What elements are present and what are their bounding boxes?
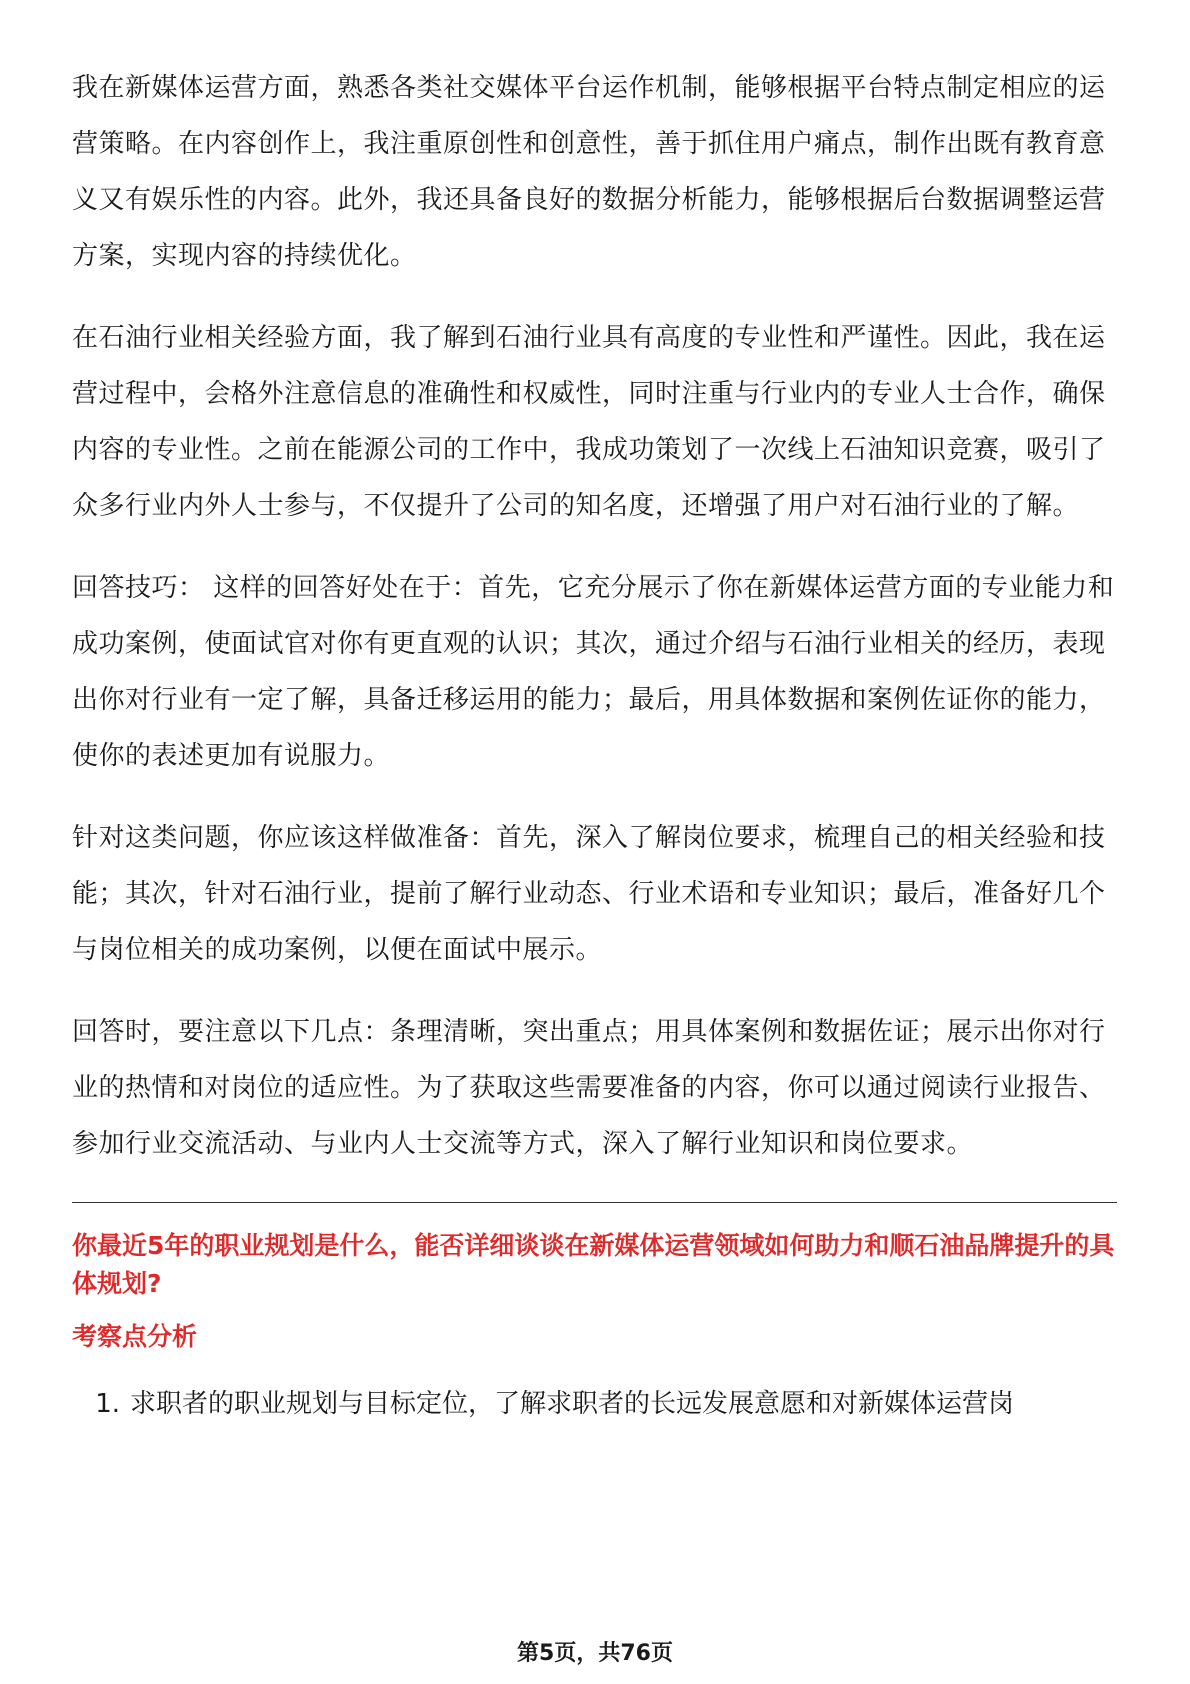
page-content bbox=[72, 60, 1117, 1429]
answer-tips-paragraph: 回答技巧： 这样的回答好处在于：首先，它充分展示了你在新媒体运营方面的专业能力和成功案例，使面试官对你有更直观的认识；其次，通过介绍与石油行业相关的经历，表现出你对行业有一定了解，具备迁移运用的能力；最后，用具体数据和案例佐证你的能力，使你的表述更加有说服力。 bbox=[72, 573, 1115, 771]
section-divider bbox=[72, 1202, 1117, 1203]
list-item-number: 1. bbox=[95, 1389, 120, 1419]
list-item bbox=[72, 1379, 1117, 1429]
body-paragraph: 回答时，要注意以下几点：条理清晰，突出重点；用具体案例和数据佐证；展示出你对行业的热情和对岗位的适应性。为了获取这些需要准备的内容，你可以通过阅读行业报告、参加行业交流活动、与业内人士交流等方式，深入了解行业知识和岗位要求。 bbox=[72, 1017, 1106, 1159]
body-paragraph: 针对这类问题，你应该这样做准备：首先，深入了解岗位要求，梳理自己的相关经验和技能；其次，针对石油行业，提前了解行业动态、行业术语和专业知识；最后，准备好几个与岗位相关的成功案例，以便在面试中展示。 bbox=[72, 823, 1106, 965]
interview-question: 你最近5年的职业规划是什么，能否详细谈谈在新媒体运营领域如何助力和顺石油品牌提升的具体规划? bbox=[72, 1231, 1115, 1298]
section-heading: 考察点分析 bbox=[72, 1322, 198, 1351]
body-paragraph: 在石油行业相关经验方面，我了解到石油行业具有高度的专业性和严谨性。因此，我在运营过程中，会格外注意信息的准确性和权威性，同时注重与行业内的专业人士合作，确保内容的专业性。之前在能源公司的工作中，我成功策划了一次线上石油知识竞赛，吸引了众多行业内外人士参与，不仅提升了公司的知名度，还增强了用户对石油行业的了解。 bbox=[72, 323, 1106, 521]
page-number-footer: 第5页，共76页 bbox=[517, 1641, 673, 1666]
body-paragraph: 我在新媒体运营方面，熟悉各类社交媒体平台运作机制，能够根据平台特点制定相应的运营策略。在内容创作上，我注重原创性和创意性，善于抓住用户痛点，制作出既有教育意义又有娱乐性的内容。此外，我还具备良好的数据分析能力，能够根据后台数据调整运营方案，实现内容的持续优化。 bbox=[72, 73, 1106, 271]
analysis-list bbox=[72, 1379, 1117, 1429]
list-item-text: 求职者的职业规划与目标定位，了解求职者的长远发展意愿和对新媒体运营岗 bbox=[130, 1389, 1015, 1419]
